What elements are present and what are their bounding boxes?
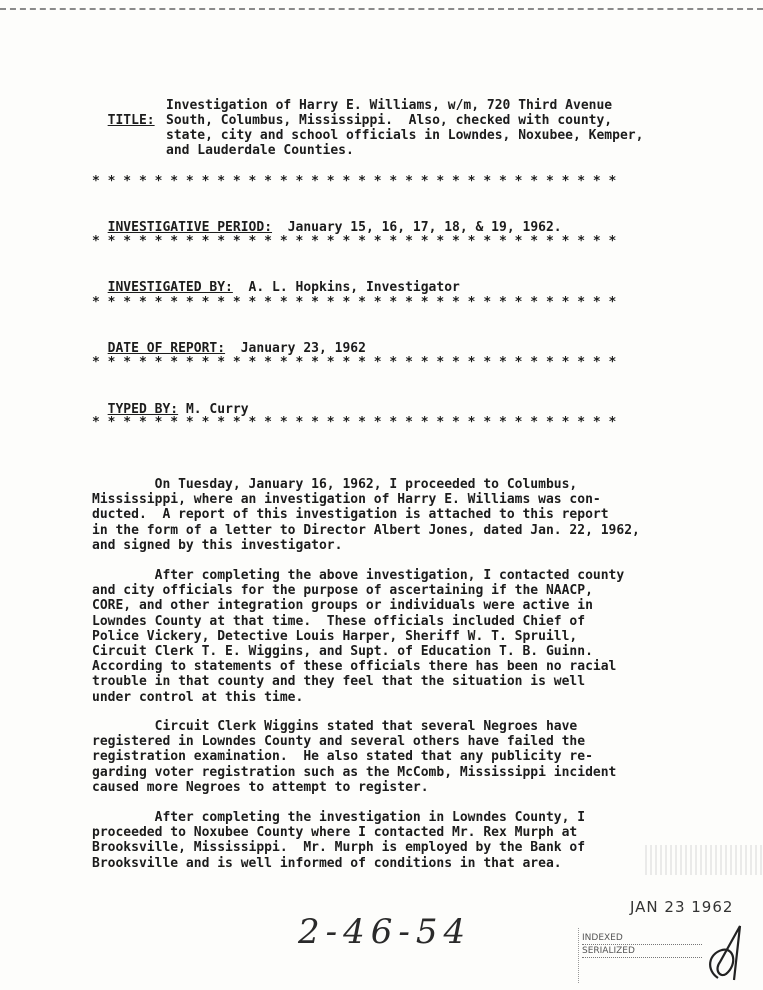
title-line-3: state, city and school officials in Lowndes, Noxubee, Kemper, — [166, 128, 644, 143]
stamp-smudge — [645, 845, 763, 875]
index-stamp-text — [582, 932, 702, 958]
paragraph-line: Brooksville and is well informed of conditions in that area. — [92, 855, 562, 871]
paragraph-line: Brooksville, Mississippi. Mr. Murph is employed by the Bank of — [92, 840, 586, 856]
typed-label: TYPED BY: — [107, 402, 179, 417]
stamp-indexed: INDEXED — [582, 932, 702, 945]
title-line-2: South, Columbus, Mississippi. Also, checked with county, — [166, 113, 613, 128]
investigated-label: INVESTIGATED BY: — [107, 280, 233, 295]
paragraph-line: caused more Negroes to attempt to register. — [92, 779, 429, 795]
paragraph-line: ducted. A report of this investigation is attached to this report — [92, 507, 609, 523]
date-row — [92, 326, 366, 356]
paragraph-line: After completing the above investigation, I contacted county — [92, 568, 625, 583]
period-row — [92, 205, 562, 235]
received-stamp-date: JAN 23 1962 — [630, 898, 734, 916]
handwritten-initial-mark — [700, 920, 755, 985]
title-label-line — [92, 98, 155, 128]
paragraph-line: under control at this time. — [92, 689, 304, 705]
title-label: TITLE: — [107, 113, 155, 128]
title-line-4: and Lauderdale Counties. — [166, 143, 354, 158]
paragraph-line: Circuit Clerk Wiggins stated that several Negroes have — [92, 719, 578, 734]
period-label: INVESTIGATIVE PERIOD: — [107, 220, 273, 235]
paragraph-line: On Tuesday, January 16, 1962, I proceeded to Columbus, — [92, 477, 578, 492]
star-divider-5: * * * * * * * * * * * * * * * * * * * * * * * * * * * * * * * * * * — [92, 415, 617, 430]
paragraph-line: proceeded to Noxubee County where I contacted Mr. Rex Murph at — [92, 825, 578, 841]
paragraph-line: After completing the investigation in Lowndes County, I — [92, 810, 586, 825]
star-divider-2: * * * * * * * * * * * * * * * * * * * * * * * * * * * * * * * * * * — [92, 234, 617, 249]
typed-row — [92, 387, 249, 417]
paragraph-3 — [92, 719, 712, 795]
typed-value: M. Curry — [185, 402, 249, 417]
paragraph-line: trouble in that county and they feel that the situation is well — [92, 674, 586, 690]
date-value: January 23, 1962 — [240, 341, 366, 356]
stamp-serialized: SERIALIZED — [582, 945, 702, 958]
paragraph-line: registered in Lowndes County and several others have failed the — [92, 734, 586, 750]
paragraph-line: According to statements of these officials there has been no racial — [92, 659, 617, 675]
paragraph-line: and city officials for the purpose of ascertaining if the NAACP, — [92, 583, 593, 599]
title-line-1: Investigation of Harry E. Williams, w/m, 720 Third Avenue — [166, 98, 613, 113]
paragraph-1 — [92, 477, 712, 553]
paragraph-line: Police Vickery, Detective Louis Harper, Sheriff W. T. Spruill, — [92, 628, 578, 644]
paragraph-line: Circuit Clerk T. E. Wiggins, and Supt. of Education T. B. Guinn. — [92, 644, 593, 660]
paragraph-line: and signed by this investigator. — [92, 537, 343, 553]
paragraph-line: Lowndes County at that time. These officials included Chief of — [92, 613, 586, 629]
top-edge-line — [0, 8, 763, 10]
paragraph-4 — [92, 810, 712, 871]
period-value: January 15, 16, 17, 18, & 19, 1962. — [287, 220, 562, 235]
star-divider-1: * * * * * * * * * * * * * * * * * * * * * * * * * * * * * * * * * * — [92, 174, 617, 189]
paragraph-line: CORE, and other integration groups or individuals were active in — [92, 598, 593, 614]
paragraph-line: garding voter registration such as the McComb, Mississippi incident — [92, 764, 617, 780]
handwritten-file-number: 2-46-54 — [298, 912, 472, 952]
date-label: DATE OF REPORT: — [107, 341, 226, 356]
paragraph-2 — [92, 568, 712, 705]
paragraph-line: Mississippi, where an investigation of Harry E. Williams was con- — [92, 492, 601, 508]
paragraph-line: registration examination. He also stated that any publicity re- — [92, 749, 593, 765]
paragraph-line: in the form of a letter to Director Albert Jones, dated Jan. 22, 1962, — [92, 522, 640, 538]
star-divider-4: * * * * * * * * * * * * * * * * * * * * * * * * * * * * * * * * * * — [92, 355, 617, 370]
investigated-value: A. L. Hopkins, Investigator — [248, 280, 460, 295]
star-divider-3: * * * * * * * * * * * * * * * * * * * * * * * * * * * * * * * * * * — [92, 295, 617, 310]
investigated-row — [92, 265, 460, 295]
